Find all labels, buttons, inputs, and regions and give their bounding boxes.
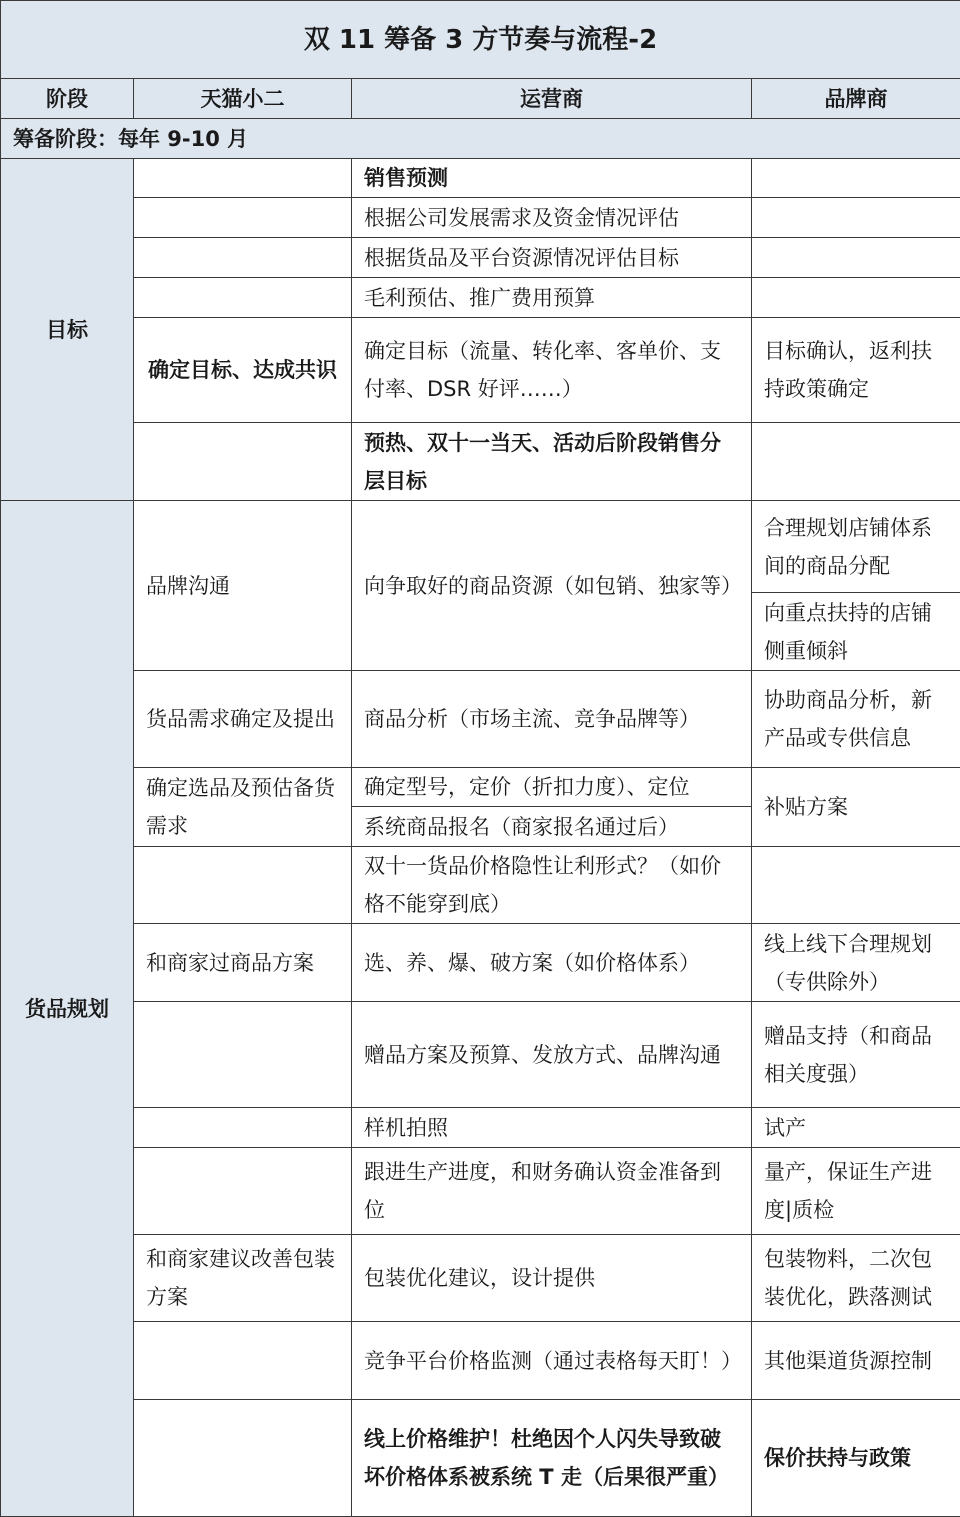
operator-cell: 线上价格维护！杜绝因个人闪失导致破坏价格体系被系统 T 走（后果很严重）	[352, 1400, 752, 1517]
operator-cell: 竞争平台价格监测（通过表格每天盯！）	[352, 1322, 752, 1400]
brand-cell: 合理规划店铺体系间的商品分配	[752, 501, 960, 593]
table-row	[1, 1148, 960, 1235]
tmall-cell	[134, 1400, 352, 1517]
tmall-cell: 品牌沟通	[134, 501, 352, 671]
operator-cell: 样机拍照	[352, 1108, 752, 1148]
operator-cell: 毛利预估、推广费用预算	[352, 278, 752, 318]
table-row	[1, 1108, 960, 1148]
tmall-cell	[134, 198, 352, 238]
tmall-cell	[134, 159, 352, 198]
operator-cell: 根据货品及平台资源情况评估目标	[352, 238, 752, 278]
tmall-cell: 确定选品及预估备货需求	[134, 768, 352, 847]
brand-cell: 保价扶持与政策	[752, 1400, 960, 1517]
operator-cell: 包装优化建议，设计提供	[352, 1235, 752, 1322]
table-title: 双 11 筹备 3 方节奏与流程-2	[1, 1, 960, 79]
tmall-cell	[134, 1148, 352, 1235]
table-row	[1, 501, 960, 593]
stage-goal: 目标	[1, 159, 134, 501]
tmall-cell: 货品需求确定及提出	[134, 671, 352, 768]
tmall-cell: 确定目标、达成共识	[134, 318, 352, 423]
brand-cell: 补贴方案	[752, 768, 960, 847]
stage-goods-planning: 货品规划	[1, 501, 134, 1517]
tmall-cell: 和商家建议改善包装方案	[134, 1235, 352, 1322]
brand-cell: 量产，保证生产进度|质检	[752, 1148, 960, 1235]
table-row	[1, 924, 960, 1002]
operator-cell: 确定型号，定价（折扣力度）、定位	[352, 768, 752, 807]
table-row	[1, 1235, 960, 1322]
operator-cell: 销售预测	[352, 159, 752, 198]
table-row	[1, 671, 960, 768]
tmall-cell	[134, 847, 352, 924]
operator-cell: 跟进生产进度，和财务确认资金准备到位	[352, 1148, 752, 1235]
operator-cell: 系统商品报名（商家报名通过后）	[352, 807, 752, 847]
table-row	[1, 1002, 960, 1108]
brand-cell	[752, 423, 960, 501]
operator-cell: 双十一货品价格隐性让利形式？（如价格不能穿到底）	[352, 847, 752, 924]
table-row	[1, 768, 960, 807]
tmall-cell	[134, 1002, 352, 1108]
operator-cell: 预热、双十一当天、活动后阶段销售分层目标	[352, 423, 752, 501]
table-row	[1, 847, 960, 924]
brand-cell: 包装物料，二次包装优化，跌落测试	[752, 1235, 960, 1322]
section-label: 筹备阶段：每年 9-10 月	[1, 119, 960, 159]
operator-cell: 确定目标（流量、转化率、客单价、支付率、DSR 好评……）	[352, 318, 752, 423]
brand-cell: 试产	[752, 1108, 960, 1148]
operator-cell: 选、养、爆、破方案（如价格体系）	[352, 924, 752, 1002]
brand-cell: 赠品支持（和商品相关度强）	[752, 1002, 960, 1108]
tmall-cell	[134, 1322, 352, 1400]
header-stage: 阶段	[1, 79, 134, 119]
operator-cell: 向争取好的商品资源（如包销、独家等）	[352, 501, 752, 671]
brand-cell	[752, 847, 960, 924]
operator-cell: 商品分析（市场主流、竞争品牌等）	[352, 671, 752, 768]
operator-cell: 赠品方案及预算、发放方式、品牌沟通	[352, 1002, 752, 1108]
operator-cell: 根据公司发展需求及资金情况评估	[352, 198, 752, 238]
brand-cell	[752, 198, 960, 238]
table-row	[1, 1322, 960, 1400]
header-tmall: 天猫小二	[134, 79, 352, 119]
brand-cell: 协助商品分析，新产品或专供信息	[752, 671, 960, 768]
table-row	[1, 423, 960, 501]
table-row	[1, 278, 960, 318]
tmall-cell: 和商家过商品方案	[134, 924, 352, 1002]
brand-cell: 目标确认，返利扶持政策确定	[752, 318, 960, 423]
table-row	[1, 238, 960, 278]
tmall-cell	[134, 1108, 352, 1148]
brand-cell: 其他渠道货源控制	[752, 1322, 960, 1400]
brand-cell: 向重点扶持的店铺侧重倾斜	[752, 593, 960, 671]
tmall-cell	[134, 238, 352, 278]
tmall-cell	[134, 423, 352, 501]
brand-cell	[752, 159, 960, 198]
brand-cell	[752, 278, 960, 318]
tmall-cell	[134, 278, 352, 318]
header-brand: 品牌商	[752, 79, 960, 119]
brand-cell	[752, 238, 960, 278]
table-row	[1, 198, 960, 238]
table-row	[1, 318, 960, 423]
header-operator: 运营商	[352, 79, 752, 119]
table-row	[1, 1400, 960, 1517]
brand-cell: 线上线下合理规划（专供除外）	[752, 924, 960, 1002]
table-row	[1, 159, 960, 198]
